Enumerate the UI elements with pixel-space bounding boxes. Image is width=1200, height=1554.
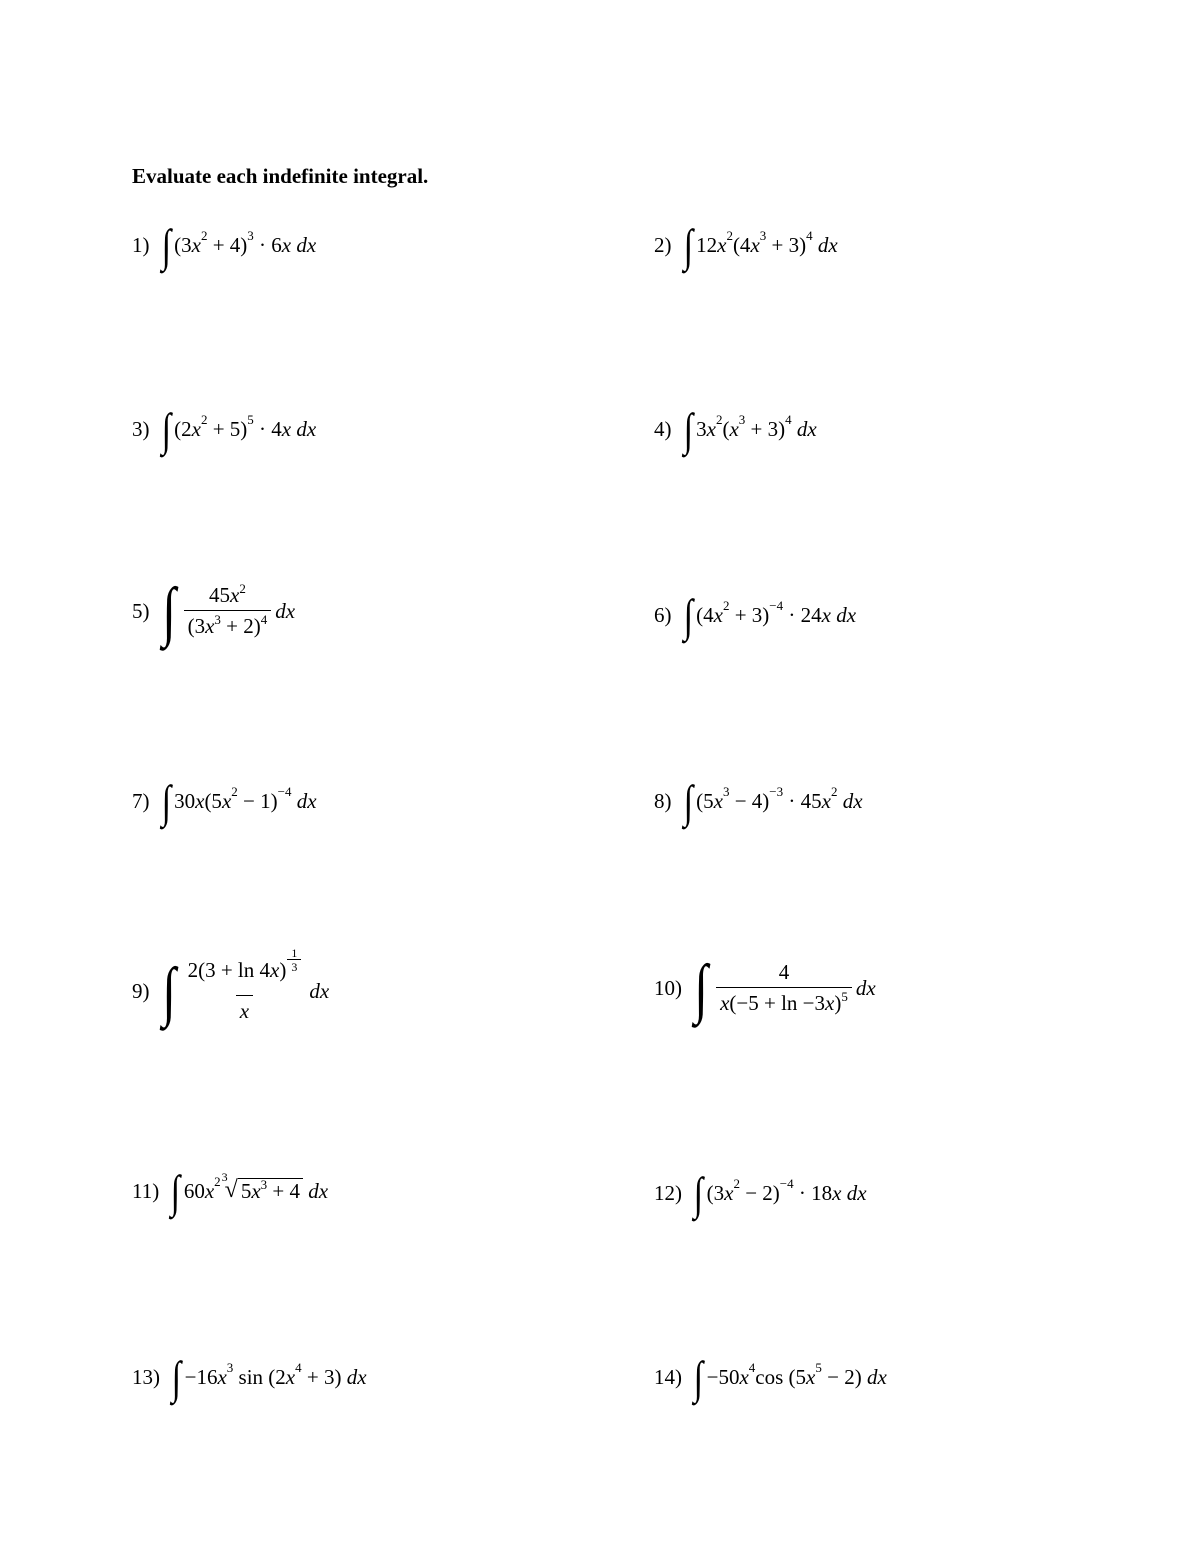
integral-sign: ∫ xyxy=(161,220,171,271)
integrand: −16 x $^3$ sin (2 x $^4$ + 3) dx xyxy=(184,1360,367,1389)
integrand: (3 x $^2$ − 2) $^{-4}$ · 18 x dx xyxy=(706,1176,867,1205)
integrand: (4 x $^2$ + 3) $^{-4}$ · 24 x dx xyxy=(696,598,857,627)
problem-1 xyxy=(132,220,317,271)
integrand: 30 x (5 x $^2$ − 1) $^{-4}$ dx xyxy=(174,784,317,813)
problem-number: 12) xyxy=(654,1180,682,1205)
integral-sign: ∫ xyxy=(683,220,693,271)
problem-number: 9) xyxy=(132,978,150,1003)
problem-11 xyxy=(132,1166,329,1217)
integral-sign: ∫ xyxy=(693,1352,704,1403)
cube-root: 3 √ $5x^3 + 4$ xyxy=(225,1178,303,1204)
integral-sign: ∫ xyxy=(171,1352,182,1403)
problem-8 xyxy=(654,776,863,827)
integral-sign: ∫ xyxy=(161,575,176,648)
integral-sign: ∫ xyxy=(683,404,693,455)
integral-sign: ∫ xyxy=(161,404,171,455)
integral-sign: ∫ xyxy=(694,952,708,1025)
problem-12 xyxy=(654,1168,867,1219)
integral-sign: ∫ xyxy=(693,1168,704,1219)
integral-sign: ∫ xyxy=(161,776,171,827)
problem-4 xyxy=(654,404,817,455)
integral-sign: ∫ xyxy=(161,955,176,1028)
problem-number: 7) xyxy=(132,788,150,813)
problem-9: 9) ∫ 2(3 + ln 4x) $\frac{1}{3}$ x dx xyxy=(132,946,330,1028)
problem-6 xyxy=(654,590,857,641)
problem-14 xyxy=(654,1352,887,1403)
problem-number: 6) xyxy=(654,602,672,627)
integral-sign: ∫ xyxy=(683,776,693,827)
problem-13 xyxy=(132,1352,367,1403)
problem-5: 5) ∫ $\frac{45x^2}{(3x^3 + 2)^4}$ dx xyxy=(132,575,296,648)
problem-number: 11) xyxy=(132,1178,160,1203)
problem-10: 10) ∫ $\frac{4}{x(-5 + \ln -3x)^5}$ dx xyxy=(654,952,876,1025)
integrand: (3 x $^2$ + 4) $^3$ · 6 x dx xyxy=(174,228,317,257)
problem-7 xyxy=(132,776,317,827)
problem-number: 8) xyxy=(654,788,672,813)
problem-number: 1) xyxy=(132,232,150,257)
problem-3 xyxy=(132,404,317,455)
fraction: $\frac{4}{x(-5 + \ln -3x)^5}$ xyxy=(716,960,852,1016)
integrand: (5 x $^3$ − 4) $^{-3}$ · 45 x $^2$ dx xyxy=(696,784,863,813)
integrand: 3 x $^2$ ( x $^3$ + 3) $^4$ dx xyxy=(696,412,817,441)
problem-number: 5) xyxy=(132,598,150,623)
problem-number: 3) xyxy=(132,416,150,441)
instructions: Evaluate each indefinite integral. xyxy=(132,164,429,188)
integrand: (2 x $^2$ + 5) $^5$ · 4 x dx xyxy=(174,412,317,441)
integrand: 60 x $^2$ 3 √ $5x^3 + 4$ dx xyxy=(183,1170,329,1203)
integral-sign: ∫ xyxy=(170,1166,181,1217)
problem-number: 2) xyxy=(654,232,672,257)
integral-sign: ∫ xyxy=(683,590,693,641)
integrand: 12 x $^2$ (4 x $^3$ + 3) $^4$ dx xyxy=(696,228,838,257)
problem-number: 14) xyxy=(654,1364,682,1389)
integrand: −50 x $^4$ cos (5 x $^5$ − 2) dx xyxy=(706,1360,887,1389)
problem-number: 10) xyxy=(654,975,682,1000)
problem-number: 13) xyxy=(132,1364,160,1389)
fraction: 2(3 + ln 4x) $\frac{1}{3}$ x xyxy=(184,958,306,1024)
fraction: $\frac{45x^2}{(3x^3 + 2)^4}$ xyxy=(184,583,272,639)
problem-number: 4) xyxy=(654,416,672,441)
problem-2 xyxy=(654,220,838,271)
